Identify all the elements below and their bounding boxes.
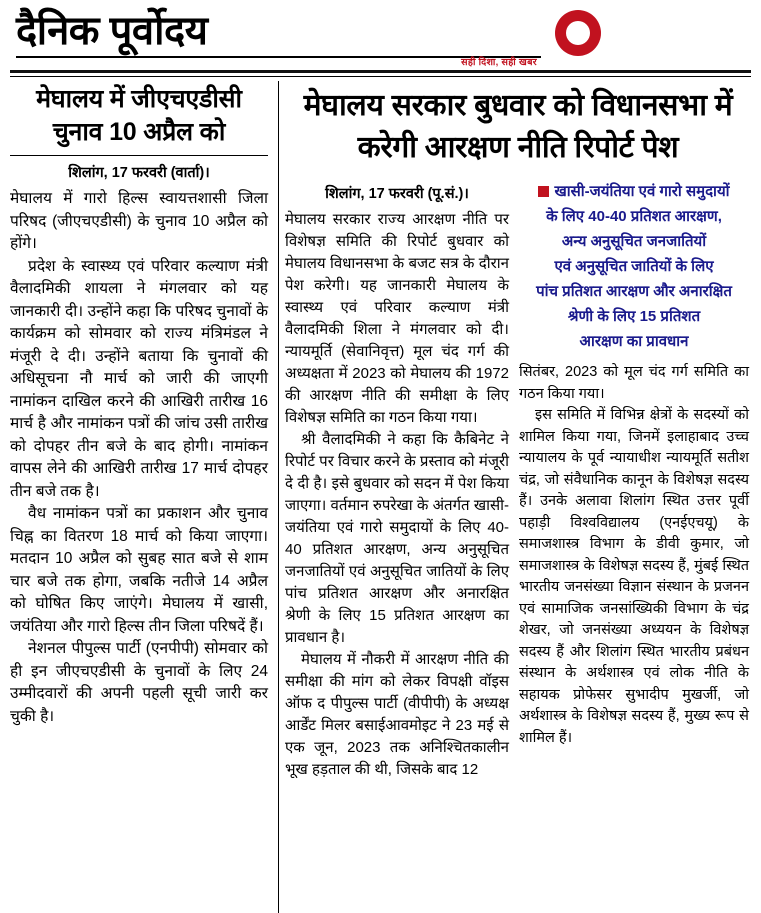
masthead [10,6,751,73]
left-article-headline: मेघालय में जीएचएडीसी चुनाव 10 अप्रैल को [36,85,242,146]
column-divider [278,81,279,913]
summary-text: खासी-जयंतिया एवं गारो समुदायों [554,183,730,200]
paragraph: श्री वैलादमिकी ने कहा कि कैबिनेट ने रिपोर्ट पर विचार करने के प्रस्ताव को मंजूरी दे दी है। इसे बुधवार को सदन में पेश किया जाएगा। वर्तमान रुपरेखा के अंतर्गत खासी-जयंतिया एवं गारो समुदायों के लिए 40-40 प्रतिशत आरक्षण, अन्य अनुसूचित जनजातियों एवं अनुसूचित जातियों के लिए पांच प्रतिशत आरक्षण और अनारक्षित श्रेणी के लिए 15 प्रतिशत आरक्षण का प्रावधान है। [285,431,509,646]
red-square-icon [538,186,549,197]
column-left [10,81,278,913]
left-headline-rule [10,155,268,156]
summary-line: अन्य अनुसूचित जनजातियों [561,233,707,250]
main-headline: मेघालय सरकार बुधवार को विधानसभा में करेगी आरक्षण नीति रिपोर्ट पेश [303,89,733,164]
paragraph: मेघालय सरकार राज्य आरक्षण नीति पर विशेषज्ञ समिति की रिपोर्ट बुधवार को मेघालय विधानसभा के बजट सत्र के दौरान पेश करेगी। यह जानकारी मेघालय के स्वास्थ्य एवं परिवार कल्याण मंत्री वैलादमिकी शिला ने मंगलवार को दी। न्यायमूर्ति (सेवानिवृत्त) मूल चंद गर्ग की अध्यक्षता में 2023 को मेघालय की 1972 की आरक्षण नीति की समीक्षा के लिए विशेषज्ञ समिति का गठन किया गया। [285,211,509,426]
left-article-dateline: शिलांग, 17 फरवरी (वार्ता)। [68,165,210,181]
main-dateline: शिलांग, 17 फरवरी (पू.सं.)। [325,186,469,202]
paragraph: नेशनल पीपुल्स पार्टी (एनपीपी) सोमवार को ही इन जीएचएडीसी के चुनावों के लिए 24 उम्मीदवारों की अपनी पहली सूची जारी कर चुकी है। [10,640,268,725]
newspaper-title: दैनिक पूर्वोदय [16,9,208,53]
summary-line: एवं अनुसूचित जातियों के लिए [554,258,714,275]
summary-line: आरक्षण का प्रावधान [579,333,689,350]
main-article [285,81,751,913]
summary-line: के लिए 40-40 प्रतिशत आरक्षण, [546,208,722,225]
column-right [517,179,749,781]
article-columns [10,81,751,913]
paragraph: मेघालय में नौकरी में आरक्षण नीति की समीक्षा की मांग को लेकर विपक्षी वॉइस ऑफ द पीपुल्स पार्टी (वीपीपी) के अध्यक्ष आर्डेंट मिलर बसाईआवमोइट ने 23 मई से एक जून, 2023 तक अनिश्चितकालीन भूख हड़ताल की थी, जिसके बाद 12 [285,651,509,778]
paragraph: मेघालय में गारो हिल्स स्वायत्तशासी जिला परिषद (जीएचएडीसी) के चुनाव 10 अप्रैल को होंगे। [10,190,268,252]
summary-line [519,179,749,204]
main-body-col2 [285,209,509,781]
paragraph: इस समिति में विभिन्न क्षेत्रों के सदस्यों को शामिल किया गया, जिनमें इलाहाबाद उच्च न्यायालय के पूर्व न्यायाधीश न्यायमूर्ति सतीश चंद्र, जो संवैधानिक कानून के विशेषज्ञ सदस्य हैं। उनके अलावा शिलांग स्थित उत्तर पूर्वी पहाड़ी विश्वविद्यालय (एनईएचयू) के समाजशास्त्र विभाग के डीवी कुमार, जो समाजशास्त्र के विशेषज्ञ सदस्य हैं, मुंबई स्थित भारतीय जनसंख्या विज्ञान संस्थान के प्रजनन एवं सामाजिक जनसांख्यिकी विभाग के चंद्र शेखर, जो जनसंख्या अध्ययन के विशेषज्ञ सदस्य हैं और शिलांग स्थित भारतीय प्रबंधन संस्थान के अर्थशास्त्र एवं लोक नीति के सहायक प्रोफेसर सुभादीप मुखर्जी, जो अर्थशास्त्र के विशेषज्ञ सदस्य हैं, मुख्य रूप से शामिल हैं। [519,407,749,746]
paragraph: प्रदेश के स्वास्थ्य एवं परिवार कल्याण मंत्री वैलादमिकी शायला ने मंगलवार को यह जानकारी दी। उन्होंने कहा कि परिषद चुनावों के कार्यक्रम को सोमवार को राज्य मंत्रिमंडल ने मंजूरी दे दी। उन्होंने बताया कि चुनावों की अधिसूचना नौ मार्च को जारी की जाएगी नामांकन दाखिल करने की आखिरी तारीख 16 मार्च है और नामांकन पत्रों की जांच उसी तारीख को दोपहर तीन बजे के बाद होगी। नामांकन वापस लेने की आखिरी तारीख 17 मार्च दोपहर तीन बजे तक है। [10,257,268,500]
paragraph: सितंबर, 2023 को मूल चंद गर्ग समिति का गठन किया गया। [519,364,749,402]
circular-emblem-icon [555,10,601,56]
main-body-col3 [519,362,749,749]
column-middle [285,179,517,781]
left-article-body [10,188,268,728]
summary-box [519,179,749,354]
paragraph: वैध नामांकन पत्रों का प्रकाशन और चुनाव चिह्न का वितरण 18 मार्च को किया जाएगा। मतदान 10 अप्रैल को सुबह सात बजे से शाम चार बजे तक होगा, जबकि नतीजे 14 अप्रैल को घोषित किए जाएंगे। मेघालय में खासी, जयंतिया और गारो हिल्स तीन जिला परिषदें हैं। [10,505,268,635]
summary-line: पांच प्रतिशत आरक्षण और अनारक्षित [536,283,732,300]
summary-line: श्रेणी के लिए 15 प्रतिशत [567,308,701,325]
header-rule [10,76,751,77]
masthead-tagline: सही दिशा, सही खबर [461,57,537,68]
